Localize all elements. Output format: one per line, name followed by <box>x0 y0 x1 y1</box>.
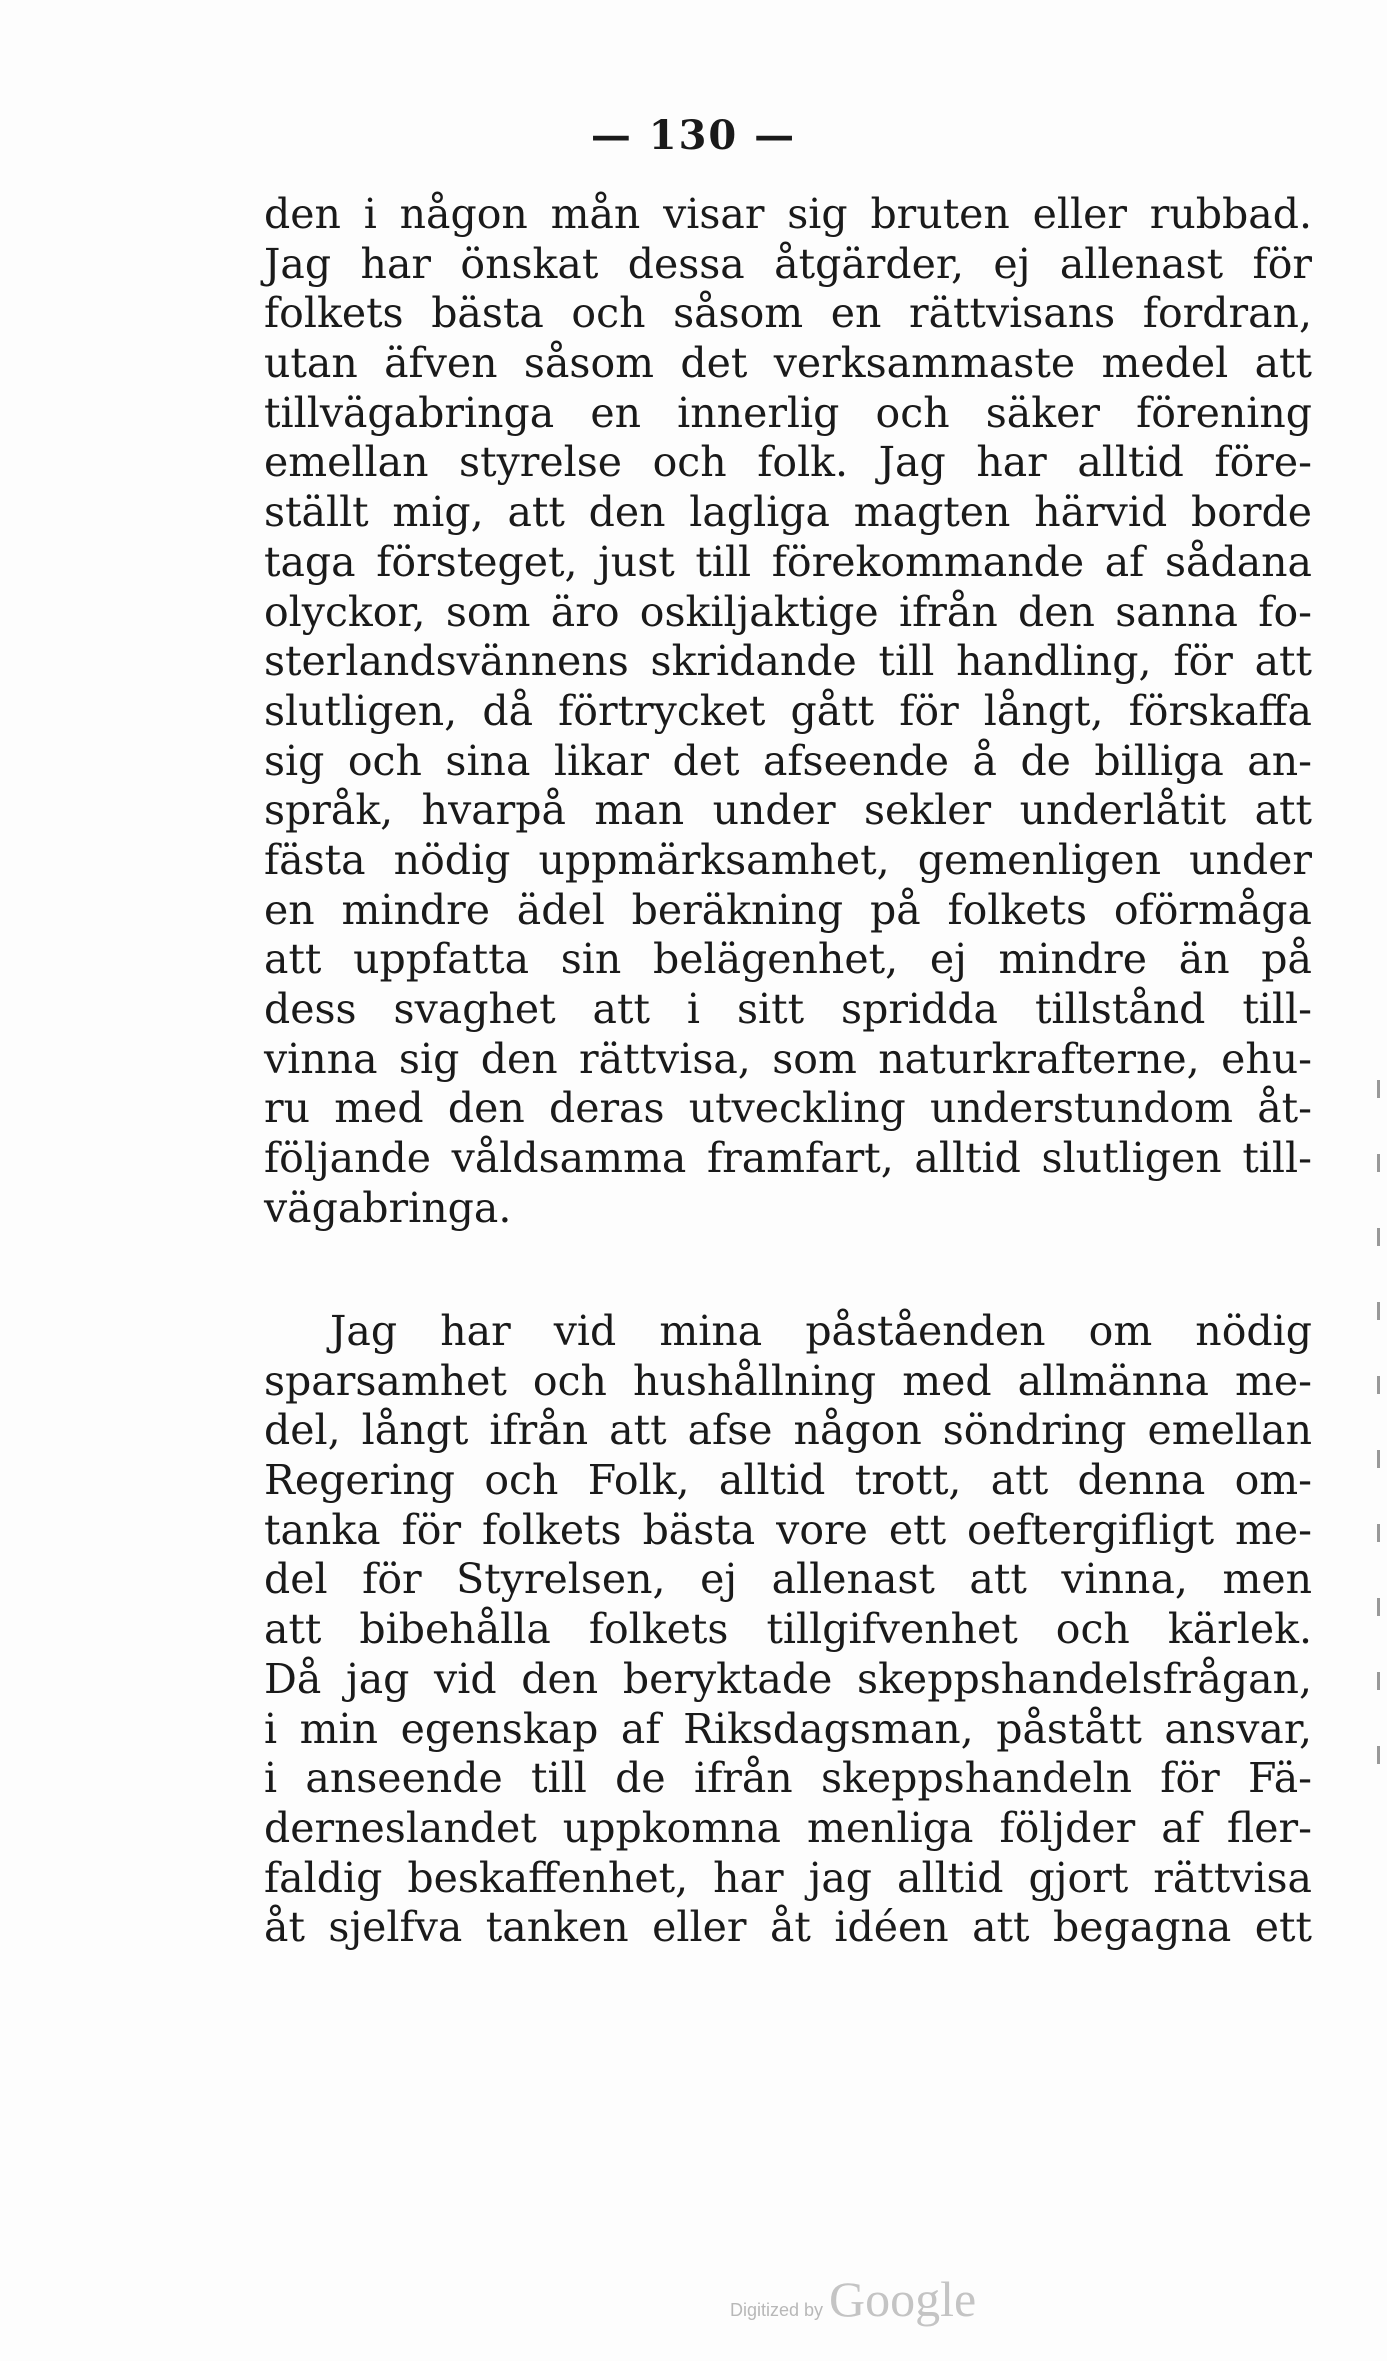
text-line: åt sjelfva tanken eller åt idéen att begagna ett <box>264 1903 1312 1952</box>
text-line: Regering och Folk, alltid trott, att denna om- <box>264 1456 1312 1505</box>
text-line: folkets bästa och såsom en rättvisans fordran, <box>264 289 1312 338</box>
text-line: tillvägabringa en innerlig och säker förening <box>264 388 1312 437</box>
paragraph-1 <box>264 190 1312 1233</box>
text-line: ställt mig, att den lagliga magten härvid borde <box>264 488 1312 537</box>
text-line: Jag har önskat dessa åtgärder, ej allenast för <box>264 239 1312 288</box>
text-line: sterlandsvännens skridande till handling, för att <box>264 637 1312 686</box>
text-line: sig och sina likar det afseende å de billiga an- <box>264 736 1312 785</box>
text-line: olyckor, som äro oskiljaktige ifrån den sanna fo- <box>264 587 1312 636</box>
google-logo: Google <box>829 2271 977 2327</box>
paragraph-2 <box>264 1307 1312 1953</box>
text-line: att bibehålla folkets tillgifvenhet och kärlek. <box>264 1605 1312 1654</box>
text-line: den i någon mån visar sig bruten eller rubbad. <box>264 190 1312 238</box>
watermark-prefix: Digitized by <box>730 2300 824 2320</box>
text-line: faldig beskaffenhet, har jag alltid gjort rättvisa <box>264 1853 1312 1902</box>
text-line: en mindre ädel beräkning på folkets oförmåga <box>264 885 1312 934</box>
text-line: Då jag vid den beryktade skeppshandelsfrågan, <box>264 1654 1312 1703</box>
text-line: tanka för folkets bästa vore ett oeftergifligt me- <box>264 1505 1312 1554</box>
text-line: fästa nödig uppmärksamhet, gemenligen under <box>264 835 1312 884</box>
text-line: derneslandet uppkomna menliga följder af fler- <box>264 1803 1312 1852</box>
text-line: i min egenskap af Riksdagsman, påstått ansvar, <box>264 1704 1312 1753</box>
text-line: följande våldsamma framfart, alltid slutligen till- <box>264 1134 1312 1183</box>
text-line: i anseende till de ifrån skeppshandeln för Fä- <box>264 1754 1312 1803</box>
text-line: vinna sig den rättvisa, som naturkrafterne, ehu- <box>264 1034 1312 1083</box>
text-line: taga försteget, just till förekommande af sådana <box>264 537 1312 586</box>
text-line: dess svaghet att i sitt spridda tillstånd till- <box>264 985 1312 1033</box>
text-line: Jag har vid mina påståenden om nödig <box>330 1307 1312 1355</box>
digitized-watermark <box>730 2270 1010 2330</box>
text-line: utan äfven såsom det verksammaste medel att <box>264 339 1312 388</box>
text-line: språk, hvarpå man under sekler underlåtit att <box>264 786 1312 835</box>
page-edge-marks <box>1371 1080 1385 1900</box>
text-line: vägabringa. <box>264 1183 512 1232</box>
text-line: ru med den deras utveckling understundom åt- <box>264 1084 1312 1133</box>
text-line: att uppfatta sin belägenhet, ej mindre än på <box>264 935 1312 984</box>
text-line: emellan styrelse och folk. Jag har alltid före- <box>264 438 1312 487</box>
text-line: sparsamhet och hushållning med allmänna me- <box>264 1356 1312 1405</box>
text-line: slutligen, då förtrycket gått för långt, förskaffa <box>264 686 1312 735</box>
text-line: del, långt ifrån att afse någon söndring emellan <box>264 1406 1312 1455</box>
page-number: — 130 — <box>590 112 797 159</box>
text-line: del för Styrelsen, ej allenast att vinna, men <box>264 1555 1312 1604</box>
